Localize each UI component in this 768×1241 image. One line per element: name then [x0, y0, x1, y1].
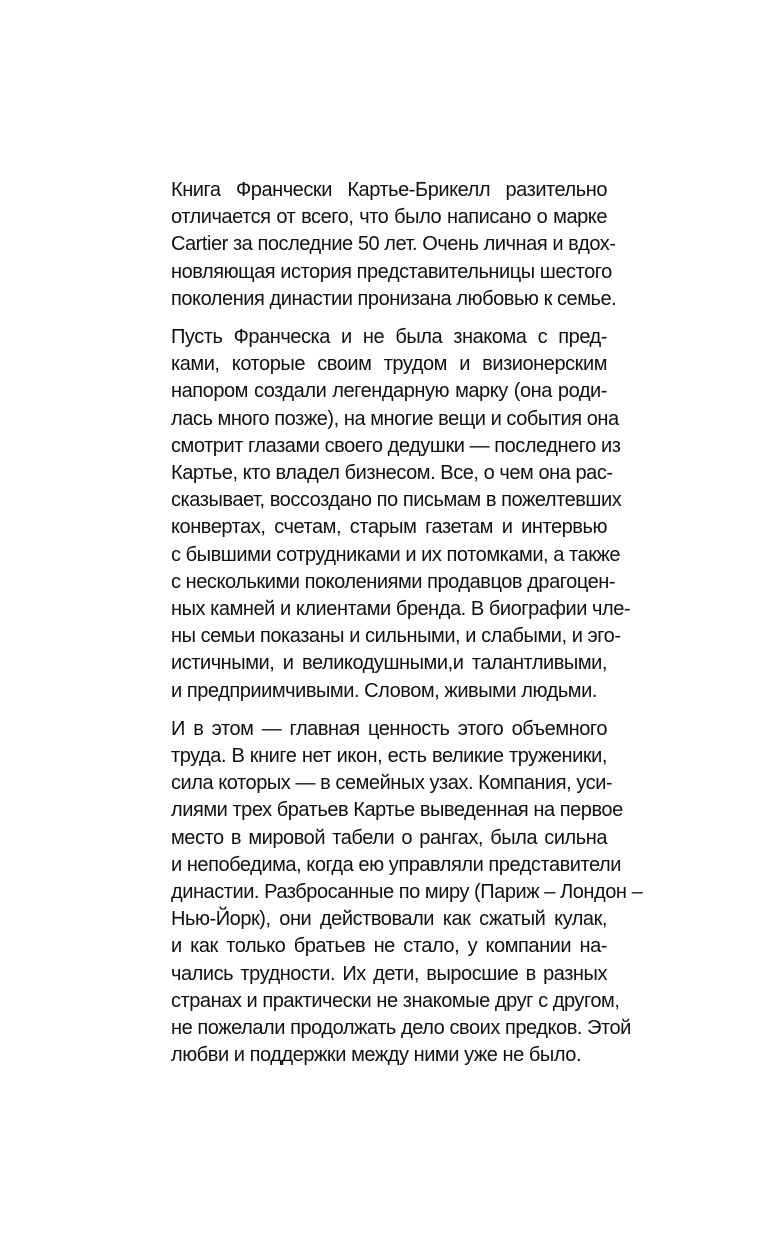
text-line: Пусть Франческа и не была знакома с пред- [171, 326, 607, 349]
text-line: и как только братьев не стало, у компании на- [171, 935, 607, 958]
text-line: ками, которые своим трудом и визионерским [171, 353, 607, 376]
text-line: и непобедима, когда ею управляли представители [171, 853, 621, 876]
text-line: отличается от всего, что было написано о марке [171, 206, 607, 229]
text-line: ны семьи показаны и сильными, и слабыми, и эго- [171, 625, 621, 648]
text-line: сила которых — в семейных узах. Компания, уси- [171, 772, 613, 795]
text-line: с несколькими поколениями продавцов драгоцен- [171, 570, 616, 593]
text-line: новляющая история представительницы шестого [171, 260, 612, 283]
text-line: ных камней и клиентами бренда. В биографии чле- [171, 598, 631, 621]
text-line: странах и практически не знакомые друг с другом, [171, 989, 620, 1012]
text-line: лась много позже), на многие вещи и события она [171, 407, 619, 430]
text-line: любви и поддержки между ними уже не было. [171, 1044, 582, 1067]
text-line: истичными, и великодушными,и талантливыми, [171, 652, 607, 675]
paragraph-1 [133, 177, 617, 313]
text-line: Cartier за последние 50 лет. Очень личная и вдох- [171, 233, 616, 256]
text-line: труда. В книге нет икон, есть великие труженики, [171, 745, 607, 768]
text-line: лиями трех братьев Картье выведенная на первое [171, 799, 623, 822]
paragraph-2 [133, 324, 631, 705]
text-line: конвертах, счетам, старым газетам и интервью [171, 516, 607, 539]
text-line: И в этом — главная ценность этого объемного [171, 717, 607, 740]
text-line: и предприимчивыми. Словом, живыми людьми. [171, 679, 597, 702]
text-line: Книга Франчески Картье-Брикелл разительно [171, 179, 607, 201]
text-line: напором создали легендарную марку (она роди- [171, 380, 607, 403]
text-line: Нью-Йорк), они действовали как сжатый кулак, [171, 908, 607, 931]
text-line: с бывшими сотрудниками и их потомками, а также [171, 543, 621, 566]
text-line: сказывает, воссоздано по письмам в пожелтевших [171, 489, 622, 512]
text-line: династии. Разбросанные по миру (Париж – Лондон – [171, 881, 643, 904]
page-text [133, 177, 643, 1070]
text-line: смотрит глазами своего дедушки — последнего из [171, 434, 621, 457]
paragraph-3 [133, 716, 643, 1070]
text-line: чались трудности. Их дети, выросшие в разных [171, 962, 607, 985]
text-line: не пожелали продолжать дело своих предков. Этой [171, 1017, 631, 1040]
text-line: поколения династии пронизана любовью к семье. [171, 287, 617, 310]
text-line: место в мировой табели о рангах, была сильна [171, 826, 607, 849]
text-line: Картье, кто владел бизнесом. Все, о чем она рас- [171, 462, 613, 485]
